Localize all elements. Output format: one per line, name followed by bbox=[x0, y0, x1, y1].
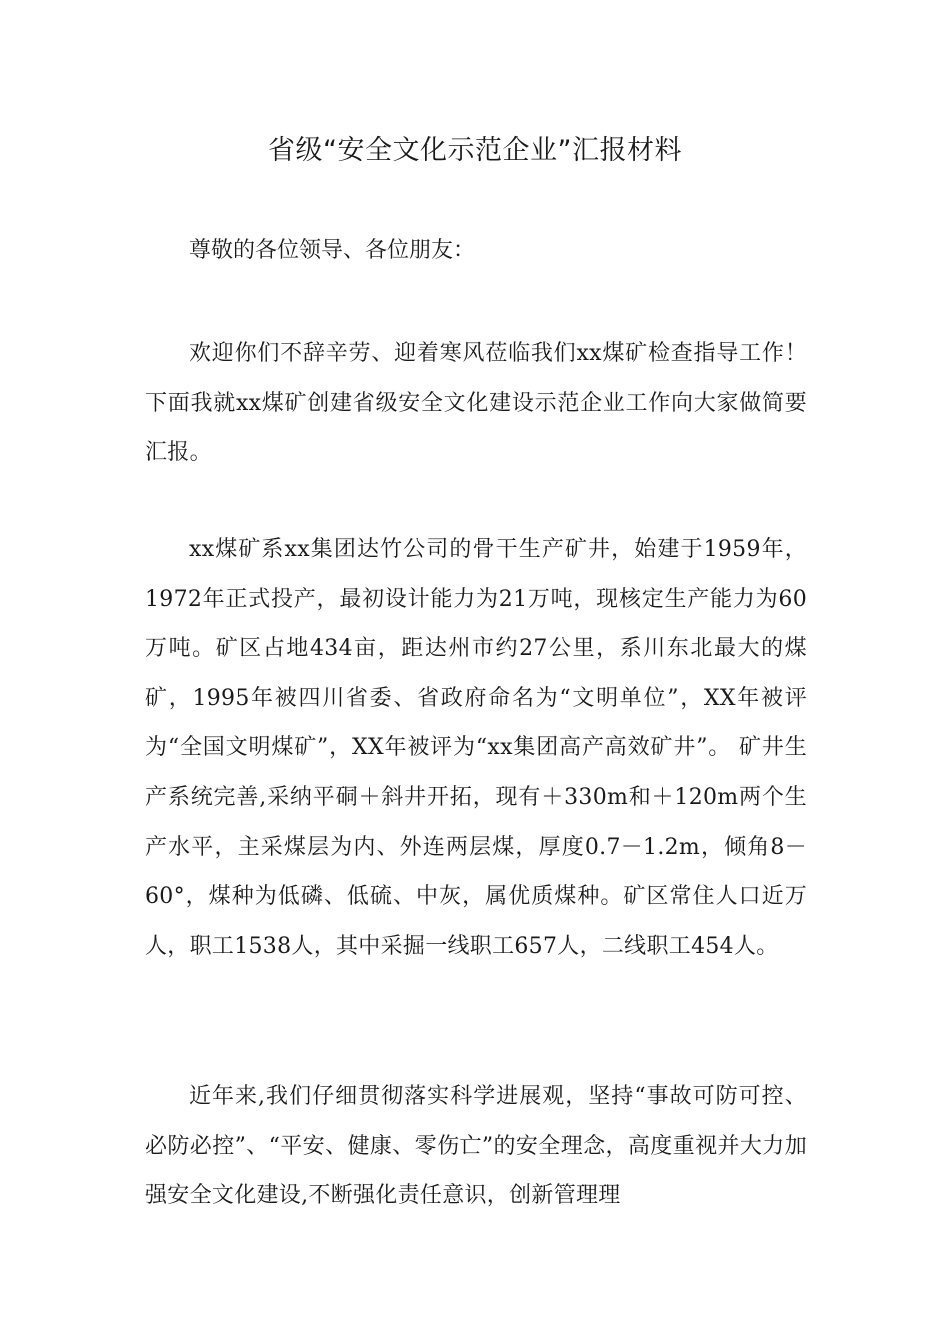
greeting: 尊敬的各位领导、各位朋友： bbox=[189, 238, 476, 263]
document-title: 省级“安全文化示范企业”汇报材料 bbox=[268, 135, 682, 166]
paragraph-mine-overview: xx煤矿系xx集团达竹公司的骨干生产矿井，始建于1959年，1972年正式投产，最初设计能力为21万吨，现核定生产能力为60万吨。矿区占地434亩，距达州市约27公里，系川东北最大的煤矿，1995年被四川省委、省政府命名为“文明单位”，XX年被评为“全国文明煤矿”，XX年被评为“xx集团高产高效矿井”。 矿井生产系统完善,采纳平硐＋斜井开拓，现有＋330m和＋120m两个生产水平，主采煤层为内、外连两层煤，厚度0.7－1.2m，倾角8－60°，煤种为低磷、低硫、中灰，属优质煤种。矿区常住人口近万人，职工1538人，其中采掘一线职工657人，二线职工454人。 bbox=[145, 537, 807, 959]
paragraph-welcome: 欢迎你们不辞辛劳、迎着寒风莅临我们xx煤矿检查指导工作！下面我就xx煤矿创建省级安全文化建设示范企业工作向大家做简要汇报。 bbox=[145, 341, 807, 466]
paragraph-safety-culture: 近年来,我们仔细贯彻落实科学进展观，坚持“事故可防可控、必防必控”、“平安、健康、零伤亡”的安全理念，高度重视并大力加强安全文化建设,不断强化责任意识，创新管理理 bbox=[145, 1084, 807, 1209]
